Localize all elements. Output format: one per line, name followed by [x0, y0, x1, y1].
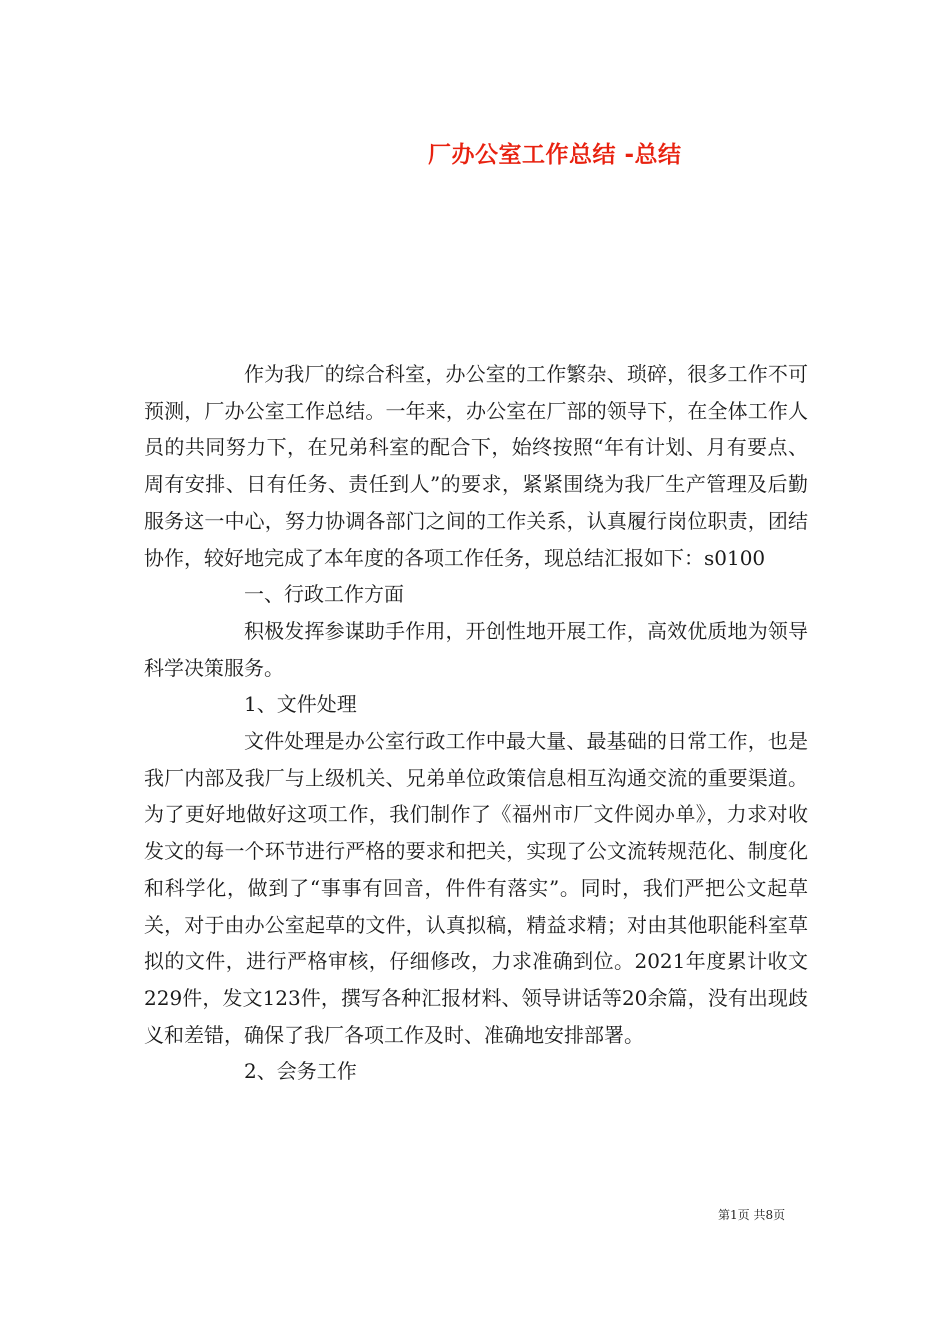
section-heading-admin: 一、行政工作方面 — [244, 582, 404, 607]
document-title: 厂办公室工作总结 -总结 — [428, 142, 682, 168]
subheading-meeting-work: 2、会务工作 — [244, 1059, 357, 1084]
subheading-document-handling: 1、文件处理 — [244, 692, 357, 717]
paragraph-admin-summary: 积极发挥参谋助手作用，开创性地开展工作，高效优质地为领导科学决策服务。 — [144, 618, 808, 680]
page-number-footer: 第1页 共8页 — [718, 1208, 786, 1222]
paragraph-document-handling: 文件处理是办公室行政工作中最大量、最基础的日常工作，也是我厂内部及我厂与上级机关、兄弟单位政策信息相互沟通交流的重要渠道。为了更好地做好这项工作，我们制作了《福州市厂文件阅办单》，力求对收发文的每一个环节进行严格的要求和把关，实现了公文流转规范化、制度化和科学化，做到了“事事有回音，件件有落实”。同时，我们严把公文起草关，对于由办公室起草的文件，认真拟稿，精益求精；对由其他职能科室草拟的文件，进行严格审核，仔细修改，力求准确到位。2021年度累计收文229件，发文123件，撰写各种汇报材料、领导讲话等20余篇，没有出现歧义和差错，确保了我厂各项工作及时、准确地安排部署。 — [144, 729, 808, 1047]
document-body — [144, 356, 808, 1090]
paragraph-intro: 作为我厂的综合科室，办公室的工作繁杂、琐碎，很多工作不可预测，厂办公室工作总结。一年来，办公室在厂部的领导下，在全体工作人员的共同努力下，在兄弟科室的配合下，始终按照“年有计划、月有要点、周有安排、日有任务、责任到人”的要求，紧紧围绕为我厂生产管理及后勤服务这一中心，努力协调各部门之间的工作关系，认真履行岗位职责，团结协作，较好地完成了本年度的各项工作任务，现总结汇报如下：s0100 — [144, 362, 808, 570]
